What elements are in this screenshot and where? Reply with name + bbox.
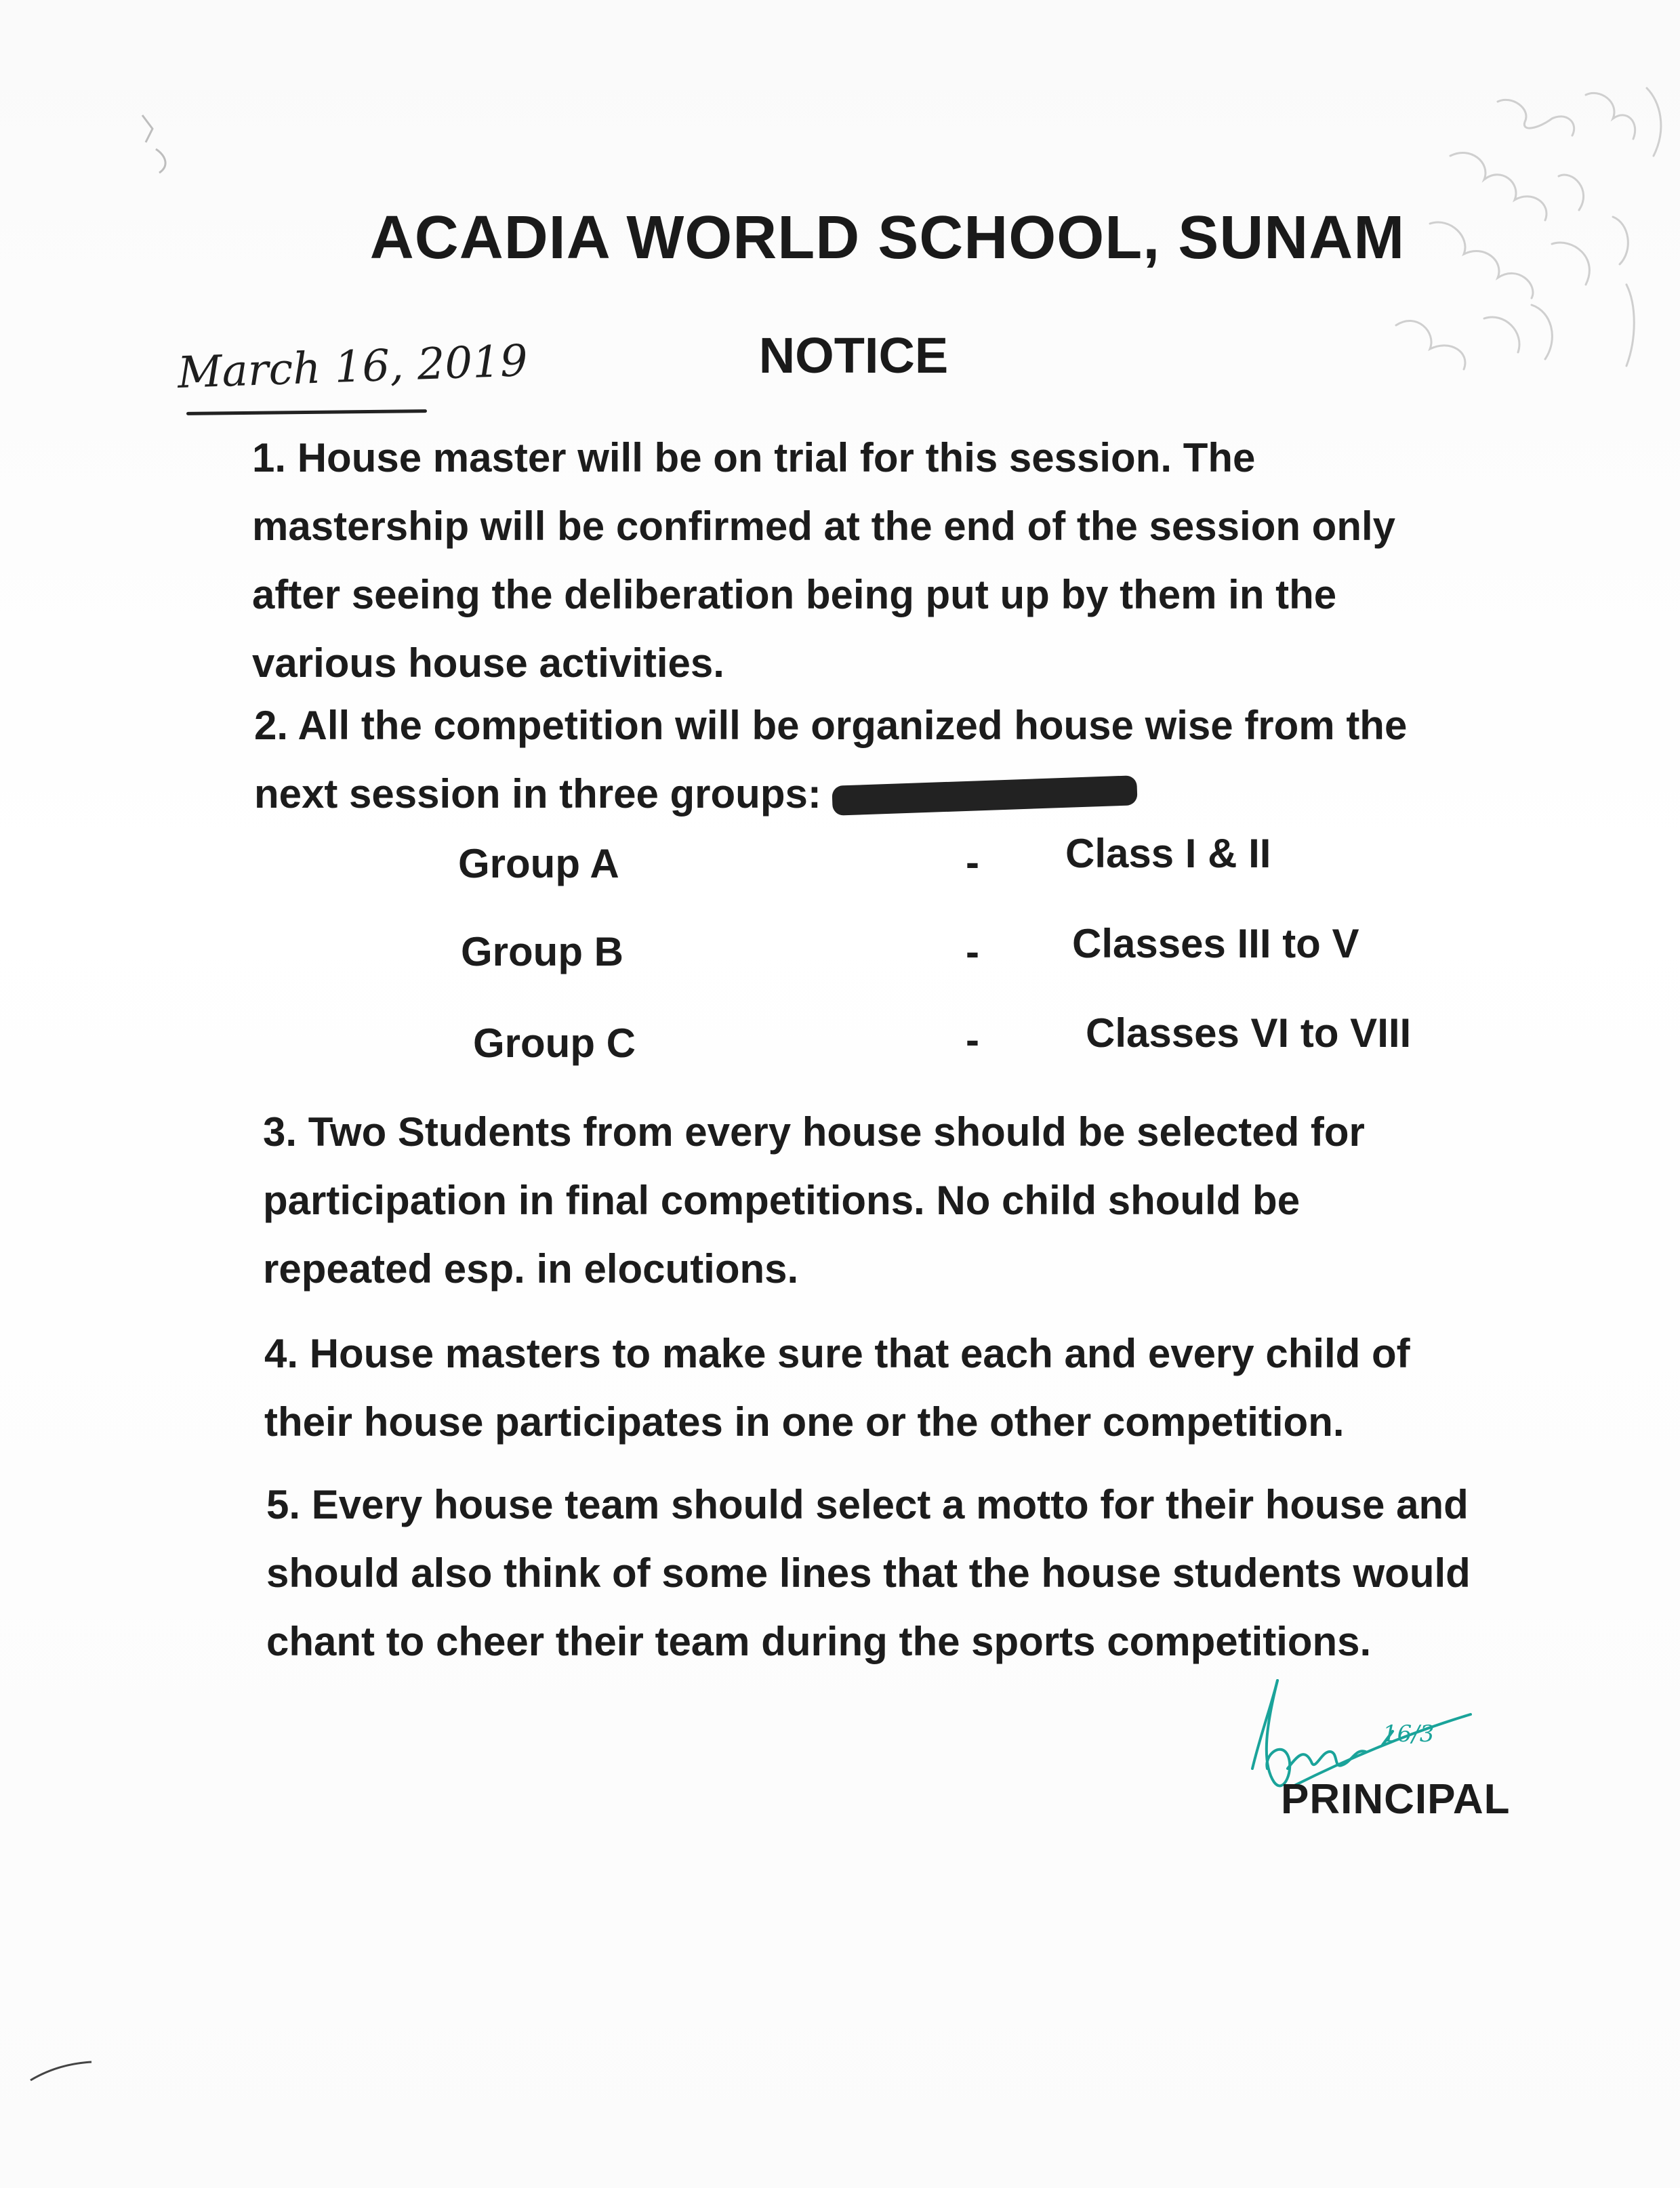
group-classes: Classes VI to VIII bbox=[1086, 1010, 1412, 1056]
point-line: participation in final competitions. No child should be bbox=[263, 1178, 1300, 1223]
point-line: their house participates in one or the other competition. bbox=[264, 1399, 1345, 1445]
point-line: 5. Every house team should select a motto for their house and bbox=[266, 1482, 1469, 1527]
group-name: Group B bbox=[461, 929, 623, 974]
group-name: Group A bbox=[458, 841, 619, 886]
point-line: should also think of some lines that the house students would bbox=[266, 1550, 1471, 1596]
date-underline bbox=[186, 409, 427, 415]
point-line: various house activities. bbox=[252, 640, 724, 686]
point-line-text: next session in three groups: bbox=[254, 771, 821, 817]
redacted-text bbox=[832, 775, 1137, 816]
notice-heading: NOTICE bbox=[758, 327, 949, 384]
group-name: Group C bbox=[473, 1020, 636, 1066]
point-line: 2. All the competition will be organized house wise from the bbox=[254, 703, 1408, 748]
group-classes: Class I & II bbox=[1065, 831, 1271, 876]
group-separator: - bbox=[966, 1017, 979, 1062]
group-separator: - bbox=[966, 929, 979, 974]
group-classes: Classes III to V bbox=[1072, 921, 1359, 966]
school-name: ACADIA WORLD SCHOOL, SUNAM bbox=[369, 204, 1406, 272]
stray-mark bbox=[129, 102, 183, 176]
group-separator: - bbox=[966, 840, 979, 885]
point-line: mastership will be confirmed at the end of the session only bbox=[252, 503, 1396, 549]
point-line: after seeing the deliberation being put up by them in the bbox=[252, 572, 1337, 617]
notice-point-5 bbox=[266, 1470, 1471, 1676]
point-line: repeated esp. in elocutions. bbox=[263, 1246, 799, 1292]
notice-point-3 bbox=[263, 1098, 1365, 1303]
notice-point-2 bbox=[254, 691, 1407, 828]
point-line: 3. Two Students from every house should be selected for bbox=[263, 1109, 1365, 1155]
notice-point-1 bbox=[252, 424, 1395, 697]
notice-point-4 bbox=[264, 1319, 1410, 1456]
point-line: 4. House masters to make sure that each and every child of bbox=[264, 1331, 1410, 1376]
signatory-title: PRINCIPAL bbox=[1281, 1776, 1511, 1823]
point-line: 1. House master will be on trial for this session. The bbox=[252, 435, 1256, 480]
stray-mark bbox=[27, 2057, 95, 2084]
signature-date: 16/3 bbox=[1382, 1720, 1435, 1748]
point-line-with-redaction bbox=[254, 760, 1407, 828]
point-line: chant to cheer their team during the sports competitions. bbox=[266, 1619, 1372, 1664]
handwritten-date: March 16, 2019 bbox=[176, 336, 529, 398]
